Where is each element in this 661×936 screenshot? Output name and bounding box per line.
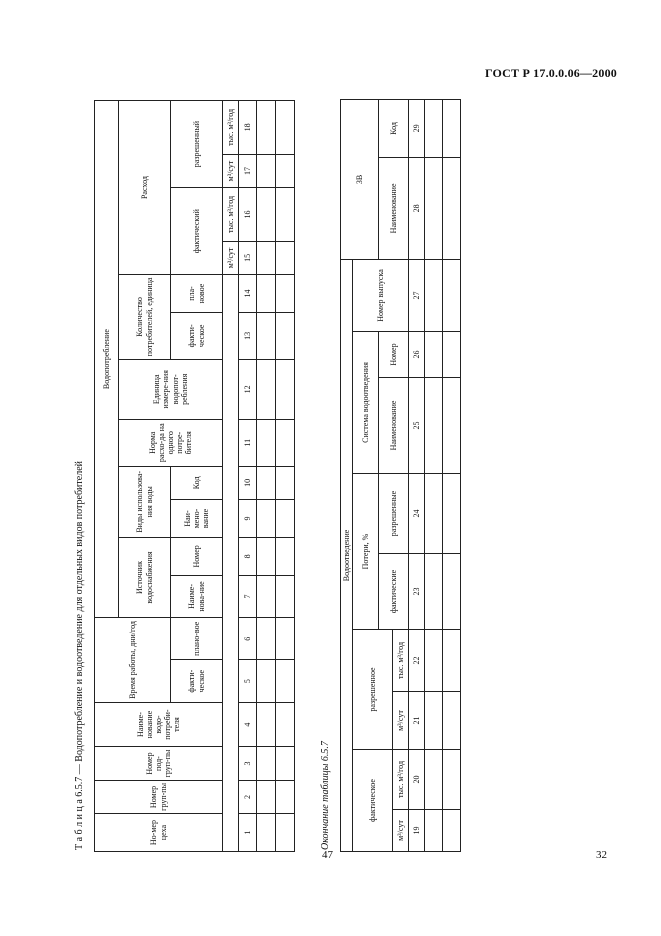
col-num-8: 8: [239, 537, 257, 575]
hdr-disposal-system: Система водоотведения: [353, 332, 379, 474]
col-num-11: 11: [239, 419, 257, 466]
hdr-uses-code: Код: [171, 466, 223, 499]
col-num-18: 18: [239, 101, 257, 155]
hdr-src-name: Наиме-нова-ние: [171, 575, 223, 617]
hdr-disposal-fact: фактическое: [353, 750, 393, 852]
hdr-work-time: Время работы, дни/год: [95, 618, 171, 703]
col-num-13: 13: [239, 312, 257, 359]
hdr-time-plan: плано-вое: [171, 618, 223, 660]
hdr-flow-perm-day: м³/сут: [223, 154, 239, 187]
hdr-src-number: Номер: [171, 537, 223, 575]
hdr-flow-perm: разрешенный: [171, 101, 223, 188]
col-num-28: 28: [409, 157, 425, 259]
hdr-fact-year: тыс. м³/год: [393, 750, 409, 810]
col-num-12: 12: [239, 359, 257, 419]
hdr-system-name: Наименование: [379, 378, 409, 474]
col-num-20: 20: [409, 750, 425, 810]
hdr-pollutant-code: Код: [379, 99, 409, 157]
column-number-row: [409, 99, 425, 851]
table-caption: [74, 461, 85, 850]
hdr-consumer-qty: Количество потребителей, единица: [119, 275, 171, 360]
hdr-norm: Норма расхо-да на одного потре-бителя: [119, 419, 223, 466]
hdr-system-number: Номер: [379, 332, 409, 378]
hdr-pollutant-name: Наименование: [379, 157, 409, 259]
table-row: [276, 101, 295, 852]
page-number-right: 32: [596, 849, 607, 861]
hdr-water-source: Источник водоснабжения: [119, 537, 171, 617]
table-row: [443, 99, 461, 851]
col-num-9: 9: [239, 500, 257, 538]
hdr-group-number: Номер груп-пы: [95, 780, 223, 813]
col-num-27: 27: [409, 259, 425, 331]
hdr-water-disposal: Водоотведение: [341, 259, 353, 851]
col-num-5: 5: [239, 660, 257, 702]
hdr-water-consumption: Водопотребление: [95, 101, 119, 618]
col-num-26: 26: [409, 332, 425, 378]
hdr-disposal-perm: разрешенное: [353, 630, 393, 750]
table-caption-number: Т а б л и ц а 6.5.7: [74, 776, 85, 850]
col-num-14: 14: [239, 275, 257, 313]
page-number-left: 47: [322, 849, 333, 861]
hdr-flow-fact-day: м³/сут: [223, 241, 239, 274]
hdr-losses: Потери, %: [353, 474, 379, 630]
hdr-flow-fact-year: тыс. м³/год: [223, 188, 239, 241]
hdr-uses-name: Наи-мено-вание: [171, 500, 223, 538]
hdr-unit: Единица измере-ния водопот-ребления: [119, 359, 223, 419]
hdr-pollutant: ЗВ: [341, 99, 379, 259]
continuation-caption: Окончание таблицы 6.5.7: [320, 741, 331, 850]
col-num-2: 2: [239, 780, 257, 813]
hdr-consumer-name: Наиме-нование водо-потреби-теля: [95, 702, 223, 747]
hdr-losses-perm: разрешенные: [379, 474, 409, 554]
col-num-1: 1: [239, 814, 257, 852]
table-row: [425, 99, 443, 851]
hdr-shop-number: Но-мер цеха: [95, 814, 223, 852]
col-num-22: 22: [409, 630, 425, 692]
col-num-24: 24: [409, 474, 425, 554]
col-num-29: 29: [409, 99, 425, 157]
col-num-4: 4: [239, 702, 257, 747]
col-num-15: 15: [239, 241, 257, 274]
hdr-losses-fact: фактические: [379, 554, 409, 630]
table-row: [257, 101, 276, 852]
water-consumption-table: [94, 100, 295, 852]
col-num-25: 25: [409, 378, 425, 474]
col-num-7: 7: [239, 575, 257, 617]
hdr-time-fact: факти-ческое: [171, 660, 223, 702]
document-header: ГОСТ Р 17.0.0.06—2000: [484, 66, 617, 80]
col-num-6: 6: [239, 618, 257, 660]
col-num-21: 21: [409, 692, 425, 750]
col-num-17: 17: [239, 154, 257, 187]
col-num-16: 16: [239, 188, 257, 241]
hdr-flow-perm-year: тыс. м³/год: [223, 101, 239, 155]
col-num-23: 23: [409, 554, 425, 630]
hdr-flow-fact: фактический: [171, 188, 223, 275]
col-num-19: 19: [409, 810, 425, 852]
hdr-subgroup-number: Номер под-груп-пы: [95, 747, 223, 780]
hdr-outlet-number: Номер выпуска: [353, 259, 409, 331]
column-number-row: [239, 101, 257, 852]
hdr-water-uses: Виды использова-ния воды: [119, 466, 171, 537]
hdr-perm-day: м³/сут: [393, 692, 409, 750]
col-num-3: 3: [239, 747, 257, 780]
hdr-fact-day: м³/сут: [393, 810, 409, 852]
hdr-flow: Расход: [119, 101, 171, 275]
hdr-perm-year: тыс. м³/год: [393, 630, 409, 692]
col-num-10: 10: [239, 466, 257, 499]
water-disposal-table: [340, 99, 461, 852]
hdr-qty-fact: факти-ческое: [171, 312, 223, 359]
table-caption-text: — Водопотребление и водоотведение для отдельных видов потребителей: [74, 461, 85, 777]
hdr-qty-plan: пла-новое: [171, 275, 223, 313]
